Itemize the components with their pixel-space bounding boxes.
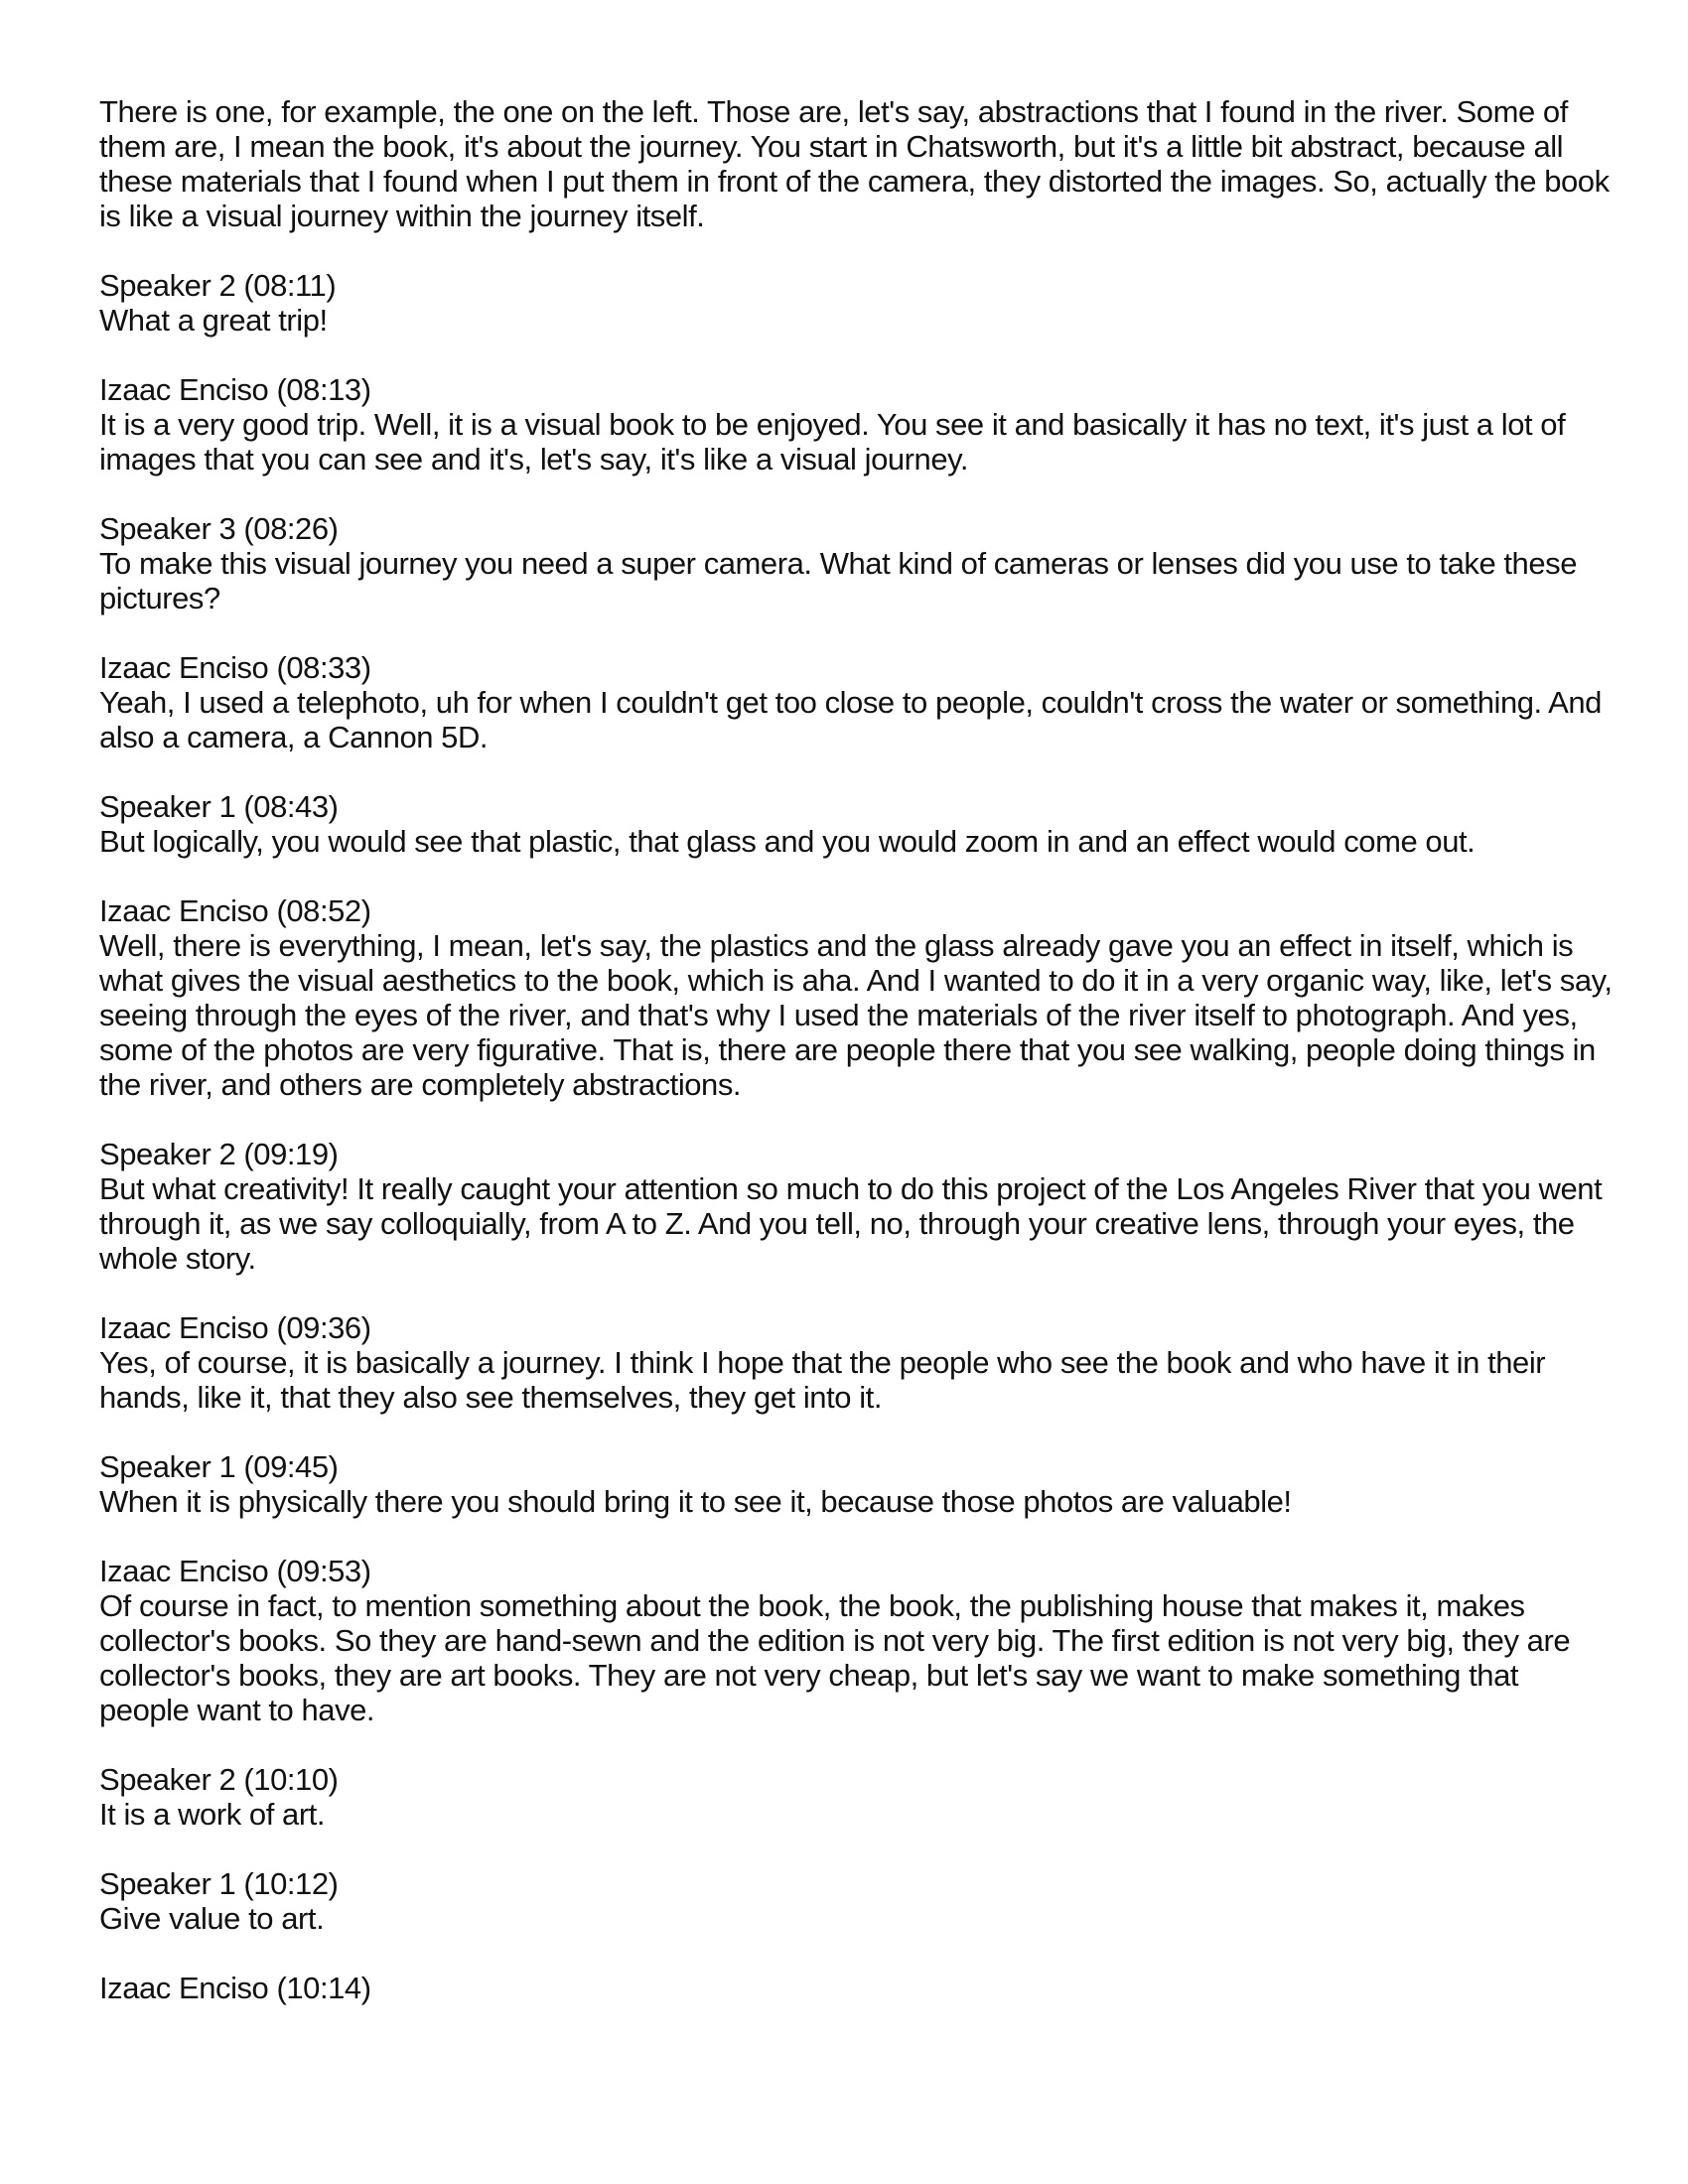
transcript-entry [99,650,1614,754]
speaker-timestamp: Izaac Enciso (09:53) [99,1554,371,1588]
utterance-text: When it is physically there you should bring it to see it, because those photos are valuable! [99,1484,1292,1519]
utterance-text: Give value to art. [99,1901,325,1936]
utterance-text: It is a work of art. [99,1797,326,1832]
transcript-entry [99,789,1614,859]
utterance-text: Of course in fact, to mention something about the book, the book, the publishing house that makes it, makes collector's books. So they are hand-sewn and the edition is not very big. The first edition is not very big, they are collector's books, they are art books. They are not very cheap, but let's say we want to make something that people want to have. [99,1588,1571,1727]
transcript-entry [99,268,1614,338]
speaker-timestamp: Speaker 1 (09:45) [99,1449,339,1484]
transcript-page [99,94,1614,2040]
speaker-timestamp: Izaac Enciso (08:13) [99,372,371,407]
transcript-entry [99,1449,1614,1519]
utterance-text: Yeah, I used a telephoto, uh for when I couldn't get too close to people, couldn't cross the water or something. And also a camera, a Cannon 5D. [99,685,1602,754]
utterance-text: What a great trip! [99,303,328,338]
speaker-timestamp: Speaker 2 (08:11) [99,268,337,303]
utterance-text: But what creativity! It really caught your attention so much to do this project of the Los Angeles River that you went through it, as we say colloquially, from A to Z. And you tell, no, through your creative lens, through your eyes, the whole story. [99,1171,1603,1276]
transcript-entry [99,1137,1614,1276]
transcript-entry [99,511,1614,615]
speaker-timestamp: Izaac Enciso (10:14) [99,1971,371,2005]
transcript-entry [99,1866,1614,1936]
speaker-timestamp: Izaac Enciso (08:33) [99,650,371,685]
transcript-lead-paragraph [99,94,1614,233]
transcript-entry [99,1310,1614,1415]
speaker-timestamp: Speaker 3 (08:26) [99,511,339,546]
transcript-entry [99,1554,1614,1727]
speaker-timestamp: Izaac Enciso (09:36) [99,1310,371,1345]
utterance-text: Yes, of course, it is basically a journey. I think I hope that the people who see the book and who have it in their hands, like it, that they also see themselves, they get into it. [99,1345,1546,1415]
speaker-timestamp: Speaker 2 (10:10) [99,1762,339,1797]
paragraph-text: There is one, for example, the one on the left. Those are, let's say, abstractions that I found in the river. Some of them are, I mean the book, it's about the journey. You start in Chatsworth, but it's a little bit abstract, because all these materials that I found when I put them in front of the camera, they distorted the images. So, actually the book is like a visual journey within the journey itself. [99,94,1610,233]
transcript-entry [99,372,1614,477]
transcript-entry [99,1971,1614,2005]
utterance-text: To make this visual journey you need a super camera. What kind of cameras or lenses did you use to take these pictures? [99,546,1577,615]
speaker-timestamp: Speaker 1 (08:43) [99,789,339,824]
utterance-text: Well, there is everything, I mean, let's say, the plastics and the glass already gave you an effect in itself, which is what gives the visual aesthetics to the book, which is aha. And I wanted to do it in a very organic way, like, let's say, seeing through the eyes of the river, and that's why I used the materials of the river itself to photograph. And yes, some of the photos are very figurative. That is, there are people there that you see walking, people doing things in the river, and others are completely abstractions. [99,928,1613,1102]
transcript-entry [99,893,1614,1102]
speaker-timestamp: Speaker 2 (09:19) [99,1137,339,1171]
utterance-text: It is a very good trip. Well, it is a visual book to be enjoyed. You see it and basically it has no text, it's just a lot of images that you can see and it's, let's say, it's like a visual journey. [99,407,1566,477]
speaker-timestamp: Izaac Enciso (08:52) [99,893,371,928]
transcript-entry [99,1762,1614,1832]
utterance-text: But logically, you would see that plastic, that glass and you would zoom in and an effect would come out. [99,824,1476,859]
speaker-timestamp: Speaker 1 (10:12) [99,1866,339,1901]
